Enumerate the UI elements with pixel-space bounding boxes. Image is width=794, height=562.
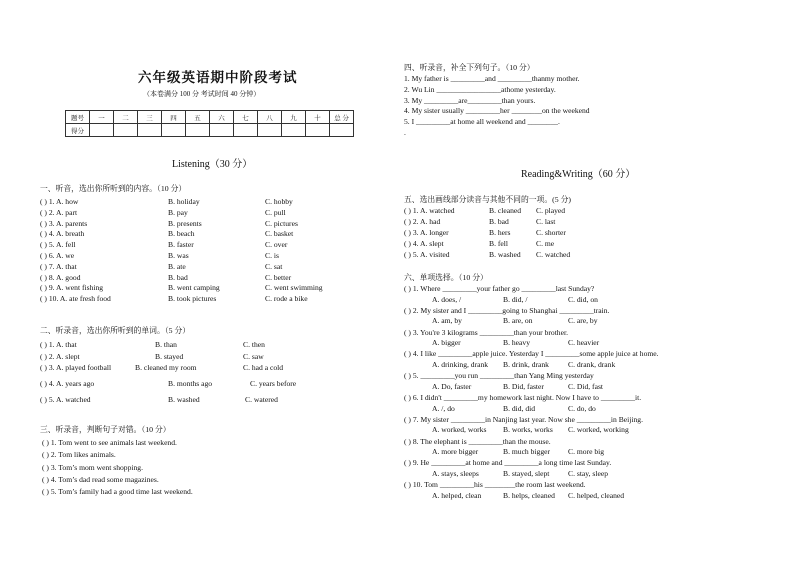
choice-option-b[interactable]: B. was [168, 251, 189, 260]
choice-option-c[interactable]: C. pull [265, 207, 286, 217]
score-input-cell[interactable] [258, 124, 282, 137]
choice-option-b[interactable]: B. cleaned my room [135, 363, 197, 372]
true-false-item[interactable]: ( ) 5. Tom’s family had a good time last weekend. [42, 487, 193, 497]
choice-option-c[interactable]: C. do, do [568, 403, 596, 413]
choice-option-b[interactable]: B. washed [168, 395, 200, 404]
fill-blank-sentence[interactable]: 3. My _________are_________than yours. [404, 95, 536, 105]
score-cell: 九 [282, 111, 306, 124]
choice-option-a[interactable]: ( ) 5. A. watched [40, 395, 91, 404]
multiple-choice-question: ( ) 8. The elephant is _________than the mouse. [404, 436, 551, 446]
choice-option-c[interactable]: C. are, by [568, 316, 598, 326]
choice-option-a[interactable]: A. bigger [432, 338, 461, 348]
choice-option-b[interactable]: B. hers [489, 227, 511, 237]
choice-option-a[interactable]: ( ) 4. A. slept [404, 238, 444, 248]
choice-option-c[interactable]: C. saw [243, 351, 264, 361]
score-cell: 三 [138, 111, 162, 124]
score-cell: 五 [186, 111, 210, 124]
choice-option-b[interactable]: B. pay [168, 207, 188, 217]
score-input-cell[interactable] [162, 124, 186, 137]
choice-option-c[interactable]: C. sat [265, 261, 283, 271]
choice-option-b[interactable]: B. did, did [503, 403, 536, 413]
choice-option-b[interactable]: B. washed [489, 249, 521, 259]
choice-option-a[interactable]: A. stays, sleeps [432, 468, 479, 478]
choice-option-b[interactable]: B. faster [168, 240, 194, 250]
choice-option-b[interactable]: B. took pictures [168, 294, 217, 304]
multiple-choice-question: ( ) 7. My sister _________in Nanjing last year. Now she _________in Beijing. [404, 414, 643, 424]
choice-option-a[interactable]: ( ) 2. A. part [40, 207, 78, 217]
choice-option-c[interactable]: C. more big [568, 447, 605, 457]
choice-option-b[interactable]: B. ate [168, 261, 186, 271]
choice-option-b[interactable]: B. stayed [155, 351, 184, 361]
choice-option-c[interactable]: C. stay, sleep [568, 468, 609, 478]
choice-option-c[interactable]: C. is [265, 251, 279, 260]
choice-option-b[interactable]: B. bad [489, 216, 509, 226]
multiple-choice-question: ( ) 1. Where _________your father go _________last Sunday? [404, 284, 595, 293]
multiple-choice-question: ( ) 10. Tom _________his ________the room last weekend. [404, 480, 586, 490]
choice-option-a[interactable]: A. does, / [432, 294, 462, 304]
choice-option-c[interactable]: C. had a cold [243, 363, 284, 372]
score-input-cell[interactable] [138, 124, 162, 137]
choice-option-a[interactable]: ( ) 7. A. that [40, 261, 77, 271]
score-input-cell[interactable] [282, 124, 306, 137]
fill-blank-sentence[interactable]: 4. My sister usually _________her ________on the weekend [404, 106, 590, 116]
choice-option-b[interactable]: B. did, / [503, 294, 528, 304]
section-3-title: 三、听录音，判断句子对错。（10 分） [40, 425, 171, 434]
score-input-cell[interactable] [90, 124, 114, 137]
choice-option-c[interactable]: C. rode a bike [265, 294, 308, 304]
choice-option-c[interactable]: C. shorter [536, 227, 566, 237]
multiple-choice-question: ( ) 2. My sister and I _________going to Shanghai _________train. [404, 305, 610, 315]
score-cell: 总 分 [330, 111, 354, 124]
choice-option-b[interactable]: B. presents [168, 218, 202, 228]
choice-option-a[interactable]: ( ) 8. A. good [40, 272, 81, 282]
choice-option-c[interactable]: C. basket [265, 229, 294, 239]
multiple-choice-question: ( ) 9. He _________at home and _________a long time last Sunday. [404, 458, 612, 468]
choice-option-a[interactable]: A. Do, faster [432, 381, 472, 391]
choice-option-b[interactable]: B. cleaned [489, 206, 522, 215]
choice-option-c[interactable]: C. over [265, 240, 288, 250]
score-cell: 六 [210, 111, 234, 124]
choice-option-a[interactable]: ( ) 3. A. parents [40, 218, 88, 228]
multiple-choice-question: ( ) 3. You're 3 kilograms _________than your brother. [404, 327, 568, 337]
true-false-item[interactable]: ( ) 3. Tom’s mom went shopping. [42, 462, 143, 472]
score-cell: 二 [114, 111, 138, 124]
choice-option-c[interactable]: C. played [536, 206, 566, 215]
score-input-cell[interactable] [114, 124, 138, 137]
choice-option-a[interactable]: A. more bigger [432, 447, 479, 457]
choice-option-c[interactable]: C. better [265, 272, 292, 282]
score-table-score-row [66, 124, 354, 137]
choice-option-b[interactable]: B. fell [489, 238, 508, 248]
choice-option-b[interactable]: B. drink, drank [503, 359, 549, 369]
choice-option-c[interactable]: C. watered [245, 395, 278, 404]
fill-blank-sentence[interactable]: 1. My father is _________and _________thanmy mother. [404, 74, 580, 83]
choice-option-b[interactable]: B. Did, faster [503, 381, 544, 391]
choice-option-b[interactable]: B. bad [168, 272, 188, 282]
reading-heading: Reading&Writing（60 分） [521, 169, 636, 180]
choice-option-a[interactable]: ( ) 1. A. watched [404, 206, 455, 215]
score-table-header-row [66, 111, 354, 124]
score-input-cell[interactable] [330, 124, 354, 137]
choice-option-a[interactable]: ( ) 10. A. ate fresh food [40, 294, 111, 304]
choice-option-c[interactable]: C. years before [250, 378, 297, 388]
section-5-title: 五、选出画线部分读音与其他不同的一项。(5 分) [404, 195, 571, 204]
true-false-item[interactable]: ( ) 1. Tom went to see animals last weekend. [42, 438, 177, 447]
choice-option-b[interactable]: B. went camping [168, 283, 220, 293]
choice-option-a[interactable]: A. /, do [432, 403, 455, 413]
choice-option-b[interactable]: B. works, works [503, 425, 553, 435]
choice-option-c[interactable]: C. did, on [568, 294, 598, 304]
choice-option-c[interactable]: C. went swimming [265, 283, 323, 293]
choice-option-b[interactable]: B. holiday [168, 197, 200, 206]
section-1-title: 一、听音，选出你所听到的内容。（10 分） [40, 184, 187, 193]
choice-option-b[interactable]: B. months ago [168, 378, 213, 388]
choice-option-b[interactable]: B. than [155, 340, 177, 349]
fill-blank-sentence[interactable]: 2. Wu Lin _________________athome yesterday. [404, 84, 556, 94]
choice-option-c[interactable]: C. then [243, 340, 265, 349]
choice-option-a[interactable]: ( ) 5. A. visited [404, 249, 450, 259]
choice-option-c[interactable]: C. pictures [265, 218, 298, 228]
multiple-choice-question: ( ) 6. I didn't _________my homework last night. Now I have to _________it. [404, 393, 642, 402]
multiple-choice-question: ( ) 4. I like _________apple juice. Yesterday I _________some apple juice at home. [404, 349, 659, 359]
choice-option-a[interactable]: ( ) 1. A. how [40, 197, 79, 206]
choice-option-c[interactable]: C. last [536, 216, 556, 226]
choice-option-a[interactable]: A. worked, works [432, 425, 487, 435]
choice-option-b[interactable]: B. beach [168, 229, 195, 239]
choice-option-a[interactable]: ( ) 6. A. we [40, 251, 75, 260]
choice-option-a[interactable]: ( ) 2. A. had [404, 216, 441, 226]
score-input-cell[interactable] [234, 124, 258, 137]
choice-option-b[interactable]: B. much bigger [503, 447, 551, 457]
choice-option-c[interactable]: C. worked, working [568, 425, 629, 435]
choice-option-a[interactable]: ( ) 4. A. breath [40, 229, 85, 239]
choice-option-c[interactable]: C. drank, drank [568, 359, 616, 369]
choice-option-a[interactable]: A. helped, clean [432, 490, 482, 500]
choice-option-a[interactable]: ( ) 5. A. fell [40, 240, 76, 250]
score-input-cell[interactable] [210, 124, 234, 137]
choice-option-a[interactable]: A. am, by [432, 316, 462, 326]
page-title: 六年级英语期中阶段考试 [138, 70, 298, 85]
choice-option-c[interactable]: C. heavier [568, 338, 600, 348]
choice-option-c[interactable]: C. Did, fast [568, 381, 604, 391]
section-2-title: 二、听录音，选出你所听到的单词。（5 分） [40, 326, 191, 335]
choice-option-c[interactable]: C. me [536, 238, 555, 248]
score-cell: 题号 [66, 111, 90, 124]
choice-option-b[interactable]: B. stayed, slept [503, 468, 550, 478]
score-cell: 十 [306, 111, 330, 124]
choice-option-a[interactable]: A. drinking, drank [432, 359, 489, 369]
score-input-cell[interactable] [186, 124, 210, 137]
section-4-title: 四、听录音，补全下列句子。（10 分） [404, 63, 535, 72]
choice-option-a[interactable]: ( ) 3. A. longer [404, 227, 449, 237]
fill-blank-sentence[interactable]: . [404, 128, 406, 137]
score-cell: 四 [162, 111, 186, 124]
choice-option-c[interactable]: C. hobby [265, 197, 293, 206]
choice-option-a[interactable]: ( ) 3. A. played football [40, 363, 112, 372]
fill-blank-sentence[interactable]: 5. I _________at home all weekend and ________. [404, 117, 560, 127]
true-false-item[interactable]: ( ) 2. Tom likes animals. [42, 450, 116, 460]
section-6-title: 六、单项选择。（10 分） [404, 273, 488, 282]
listening-heading: Listening（30 分） [172, 159, 253, 170]
score-table [65, 110, 354, 137]
choice-option-a[interactable]: ( ) 4. A. years ago [40, 378, 95, 388]
score-cell: 七 [234, 111, 258, 124]
true-false-item[interactable]: ( ) 4. Tom’s dad read some magazines. [42, 474, 159, 484]
choice-option-b[interactable]: B. are, on [503, 316, 533, 326]
choice-option-a[interactable]: ( ) 1. A. that [40, 340, 77, 349]
choice-option-b[interactable]: B. heavy [503, 338, 530, 348]
score-cell: 得分 [66, 124, 90, 137]
choice-option-a[interactable]: ( ) 2. A. slept [40, 351, 80, 361]
score-cell: 一 [90, 111, 114, 124]
exam-subtitle: （本卷满分 100 分 考试时间 40 分钟） [143, 90, 261, 98]
multiple-choice-question: ( ) 5. _________you run _________than Yang Ming yesterday [404, 371, 594, 381]
choice-option-b[interactable]: B. helps, cleaned [503, 490, 555, 500]
choice-option-c[interactable]: C. helped, cleaned [568, 490, 625, 500]
choice-option-a[interactable]: ( ) 9. A. went fishing [40, 283, 104, 293]
score-input-cell[interactable] [306, 124, 330, 137]
score-cell: 八 [258, 111, 282, 124]
choice-option-c[interactable]: C. watched [536, 249, 571, 259]
